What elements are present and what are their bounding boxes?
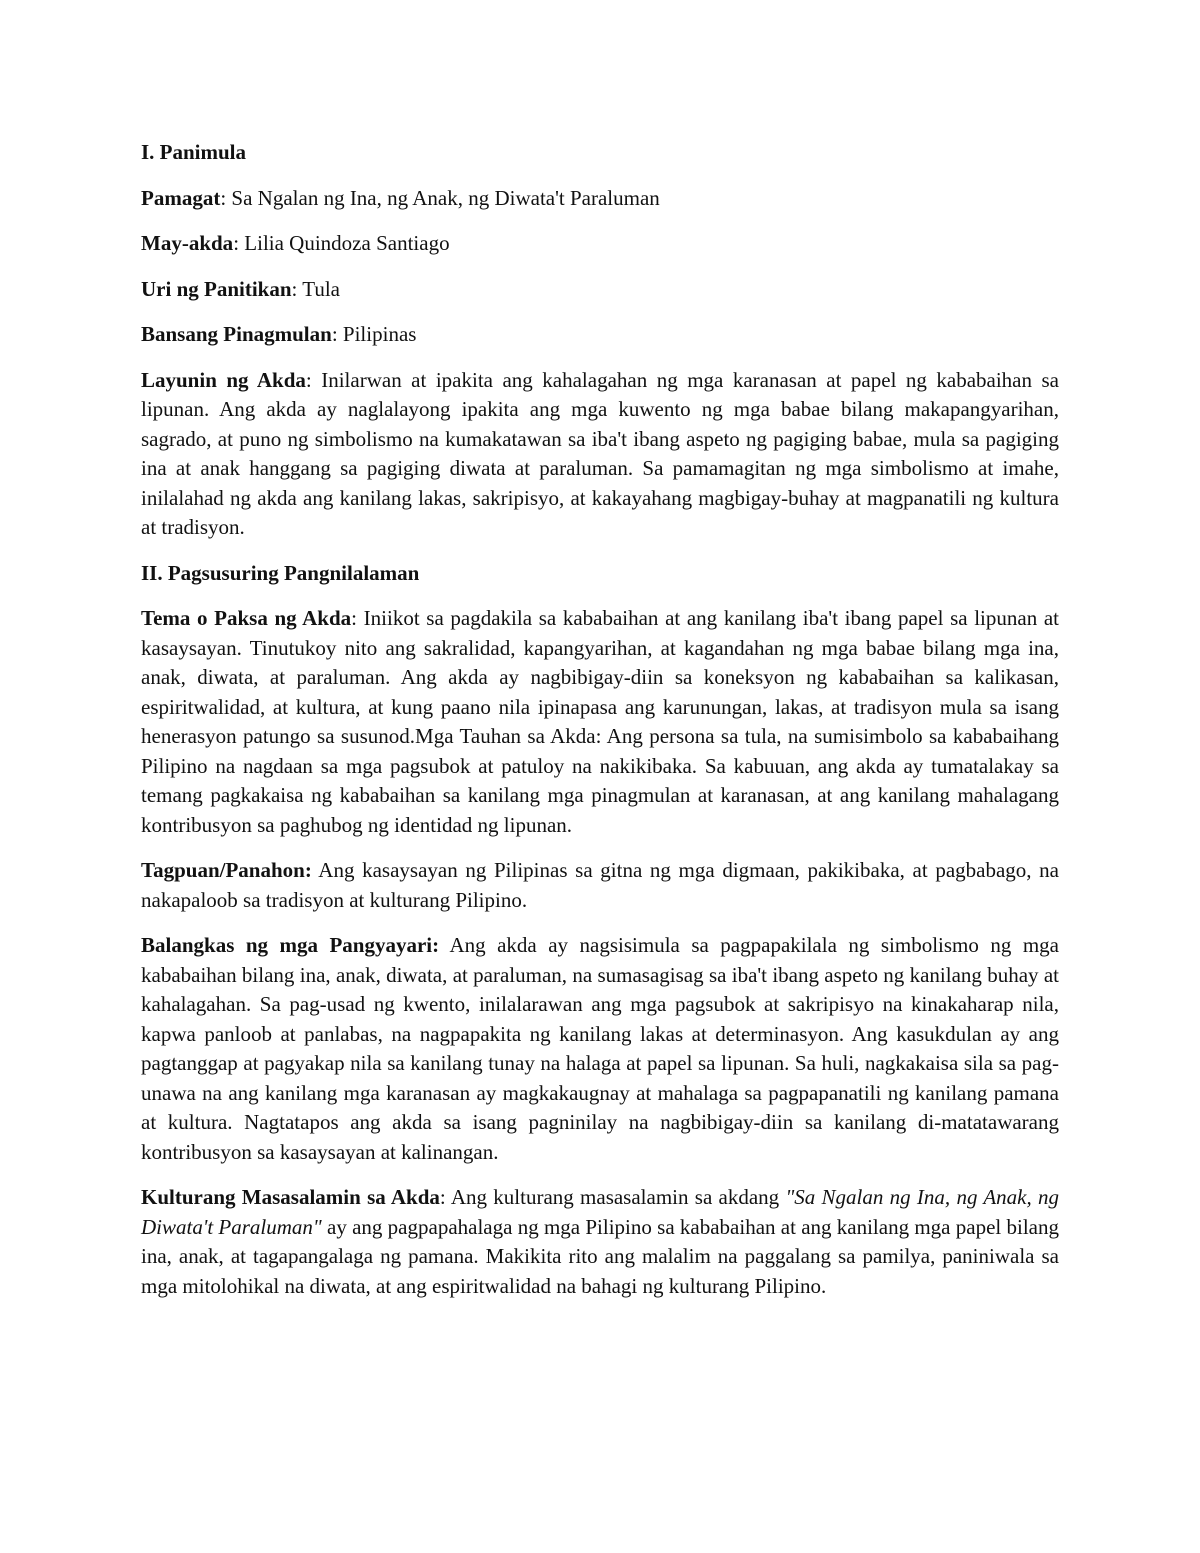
paragraph-italic-title: "Sa Ngalan ng Ina, ng Anak, ng Diwata't Paraluman" <box>141 1185 1060 1239</box>
field-value-uri-ng-panitikan: Tula <box>302 276 340 301</box>
paragraph-label-kultura: Kulturang Masasalamin sa Akda <box>141 1185 440 1209</box>
field-label-bansang-pinagmulan: Bansang Pinagmulan <box>141 322 332 346</box>
field-value-pamagat: Sa Ngalan ng Ina, ng Anak, ng Diwata't Paraluman <box>231 185 660 210</box>
paragraph-separator: : <box>305 367 322 392</box>
paragraph-label-balangkas: Balangkas ng mga Pangyayari: <box>141 933 440 957</box>
field-separator: : <box>331 322 343 346</box>
paragraph-separator: : <box>439 1185 451 1209</box>
paragraph-tema <box>141 604 1059 840</box>
paragraph-text-tema: Iniikot sa pagdakila sa kababaihan at ang kanilang iba't ibang papel sa lipunan at kasaysayan. Tinutukoy nito ang sakralidad, kapangyarihan, at kagandahan ng mga babae bilang mga ina, anak, diwata, at paraluman. Ang akda ay nagbibigay-diin sa koneksyon ng kababaihan sa kalikasan, espiritwalidad, at kultura, at kung paano nila ipinapasa ang karunungan, lakas, at tradisyon mula sa isang henerasyon patungo sa susunod.Mga Tauhan sa Akda: Ang persona sa tula, na sumisimbolo sa kababaihang Pilipino na nagdaan sa mga pagsubok at patuloy na nakikibaka. Sa kabuuan, ang akda ay tumatalakay sa temang pagkakaisa ng kababaihan sa kanilang mga pinagmulan at karanasan, at ang kanilang mahalagang kontribusyon sa paghubog ng identidad ng lipunan. <box>141 606 1060 837</box>
section-heading-pagsusuring-pangnilalaman: II. Pagsusuring Pangnilalaman <box>141 560 420 585</box>
paragraph-text-balangkas: Ang akda ay nagsisimula sa pagpapakilala ng simbolismo ng mga kababaihan bilang ina, anak, diwata, at paraluman, na sumasagisag sa iba't ibang aspeto ng kanilang buhay at kahalagahan. Sa pag-usad ng kwento, inilalarawan ang mga pagsubok at sakripisyo na kinakaharap nila, kapwa panloob at panlabas, na nagpapakita ng kanilang lakas at determinasyon. Ang kasukdulan ay ang pagtanggap at pagyakap nila sa kanilang tunay na halaga at papel sa lipunan. Sa huli, nagkakaisa sila sa pag-unawa na ang kanilang mga karanasan ay magkakaugnay at mahalaga sa pagpapanatili ng kanilang pamana at kultura. Nagtatapos ang akda sa isang pagninilay na nagbibigay-diin sa kanilang di-matatawarang kontribusyon sa kasaysayan at kalinangan. <box>141 933 1059 1164</box>
field-label-uri-ng-panitikan: Uri ng Panitikan <box>141 276 292 301</box>
document-page <box>141 138 1059 1317</box>
field-separator: : <box>233 231 245 255</box>
field-bansang-pinagmulan <box>141 320 1059 350</box>
field-label-may-akda: May-akda <box>141 231 234 255</box>
paragraph-label-tagpuan: Tagpuan/Panahon: <box>141 858 312 882</box>
field-may-akda <box>141 229 1059 259</box>
paragraph-kultura <box>141 1183 1059 1301</box>
paragraph-text-kultura-after: ay ang pagpapahalaga ng mga Pilipino sa kababaihan at ang kanilang mga papel bilang ina, anak, at tagapangalaga ng pamana. Makikita rito ang malalim na paggalang sa pamilya, paniniwala sa mga mitolohikal na diwata, at ang espiritwalidad na bahagi ng kulturang Pilipino. <box>141 1214 1059 1298</box>
paragraph-separator: : <box>351 606 364 630</box>
field-value-bansang-pinagmulan: Pilipinas <box>342 322 417 346</box>
field-pamagat <box>141 184 1059 214</box>
paragraph-tagpuan <box>141 856 1059 915</box>
paragraph-layunin <box>141 366 1059 543</box>
paragraph-balangkas <box>141 931 1059 1167</box>
field-separator: : <box>220 185 232 210</box>
paragraph-text-layunin: Inilarwan at ipakita ang kahalagahan ng mga karanasan at papel ng kababaihan sa lipunan. Ang akda ay naglalayong ipakita ang mga kuwento ng mga babae bilang makapangyarihan, sagrado, at puno ng simbolismo na kumakatawan sa iba't ibang aspeto ng pagiging babae, mula sa pagiging ina at anak hanggang sa pagiging diwata at paraluman. Sa pamamagitan ng mga simbolismo at imahe, inilalahad ng akda ang kanilang lakas, sakripisyo, at kakayahang magbigay-buhay at magpanatili ng kultura at tradisyon. <box>141 367 1059 539</box>
paragraph-text-tagpuan: Ang kasaysayan ng Pilipinas sa gitna ng mga digmaan, pakikibaka, at pagbabago, na nakapaloob sa tradisyon at kulturang Pilipino. <box>141 858 1059 912</box>
paragraph-label-tema: Tema o Paksa ng Akda <box>141 606 352 630</box>
paragraph-text-kultura-before: Ang kulturang masasalamin sa akdang <box>450 1185 786 1209</box>
field-label-pamagat: Pamagat <box>141 185 221 210</box>
paragraph-separator <box>439 933 449 957</box>
paragraph-label-layunin: Layunin ng Akda <box>141 367 306 392</box>
field-value-may-akda: Lilia Quindoza Santiago <box>244 231 450 255</box>
section-heading-panimula: I. Panimula <box>141 140 247 164</box>
field-separator: : <box>291 276 303 301</box>
field-uri-ng-panitikan <box>141 275 1059 305</box>
